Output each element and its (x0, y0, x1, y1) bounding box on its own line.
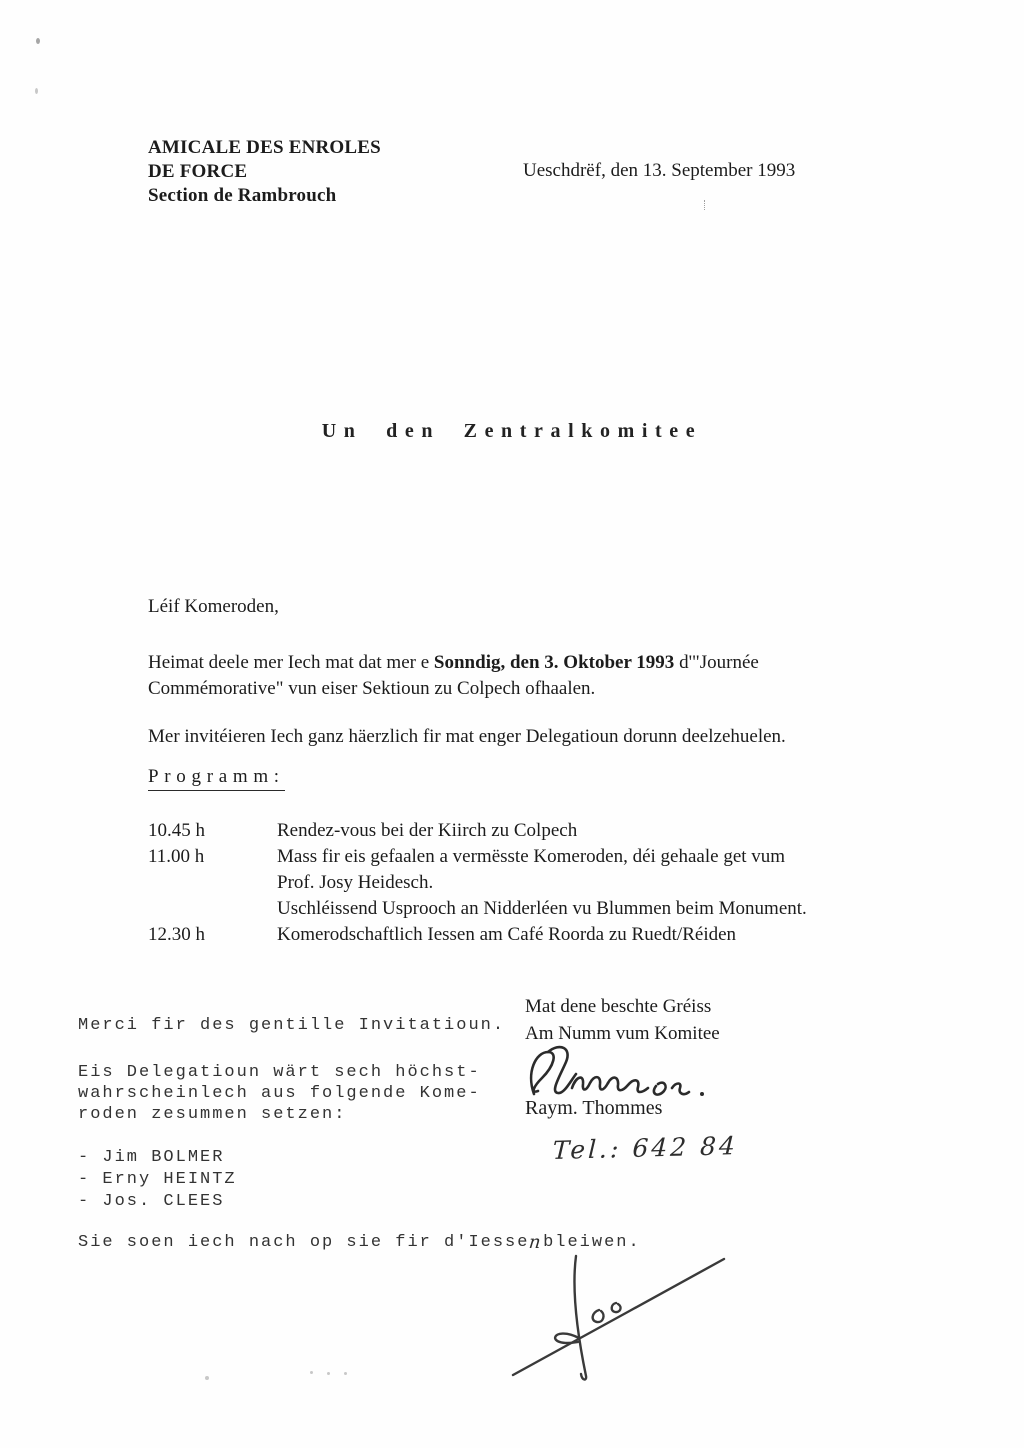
reply-paragraph-line2: wahrscheinlech aus folgende Kome- (78, 1084, 481, 1103)
salutation: Léif Komeroden, (148, 596, 279, 617)
closing-greeting: Mat dene beschte Gréiss (525, 996, 712, 1017)
program-row (148, 896, 948, 922)
program-entry: Prof. Josy Heidesch. (277, 872, 434, 893)
program-time: 11.00 h (148, 846, 205, 867)
sender-org-line1: AMICALE DES ENROLES (148, 137, 381, 158)
letter-title: Un den Zentralkomitee (321, 420, 703, 442)
scan-speck (35, 88, 38, 94)
program-time (148, 870, 277, 896)
scan-speck (327, 1372, 330, 1375)
program-entry: Rendez-vous bei der Kiirch zu Colpech (277, 820, 578, 841)
program-time: 10.45 h (148, 820, 205, 841)
delegate-item: - Erny HEINTZ (78, 1170, 237, 1189)
program-row (148, 844, 948, 870)
dateline: Ueschdrëf, den 13. September 1993 (523, 160, 796, 181)
program-entry: Komerodschaftlich Iessen am Café Roorda zu Ruedt/Réiden (277, 924, 737, 945)
signer-name: Raym. Thommes (525, 1097, 663, 1119)
reply-paragraph-line1: Eis Delegatioun wärt sech höchst- (78, 1063, 481, 1082)
reply-paragraph (78, 1062, 481, 1125)
program-heading-wrap (148, 766, 285, 788)
program-list (148, 818, 948, 948)
paragraph-1-line1 (148, 650, 759, 676)
phone-handwritten: Tel.: 642 84 (552, 1131, 739, 1165)
program-heading: Programm: (148, 766, 285, 791)
program-entry: Uschléissend Usprooch an Nidderléen vu Blummen beim Monument. (277, 898, 807, 919)
scan-speck (344, 1372, 347, 1375)
program-row (148, 818, 948, 844)
scan-speck (205, 1376, 209, 1380)
reply-thanks-line: Merci fir des gentille Invitatioun. (78, 1016, 506, 1035)
paragraph-1-pre: Heimat deele mer Iech mat dat mer e (148, 652, 434, 673)
scan-speck (310, 1371, 313, 1374)
signature-period (700, 1092, 704, 1096)
program-row (148, 870, 948, 896)
reply-closing-pre: Sie soen iech nach op sie fir d'Iesse (78, 1233, 530, 1252)
scan-colon-mark (704, 200, 709, 210)
closing-block (525, 993, 720, 1047)
sender-block (148, 136, 381, 208)
program-entry: Mass fir eis gefaalen a vermësste Komeroden, déi gehaale get vum (277, 846, 786, 867)
reply-closing-post: bleiwen. (543, 1233, 641, 1252)
sender-org-line3: Section de Rambrouch (148, 185, 337, 206)
paragraph-1-line2: Commémorative" vun eiser Sektioun zu Colpech ofhaalen. (148, 678, 596, 699)
program-row (148, 922, 948, 948)
closing-on-behalf: Am Numm vum Komitee (525, 1023, 720, 1044)
paragraph-1 (148, 650, 759, 702)
program-time (148, 896, 277, 922)
scan-speck (36, 38, 40, 44)
delegate-item: - Jim BOLMER (78, 1148, 225, 1167)
paragraph-2: Mer invitéieren Iech ganz häerzlich fir mat enger Delegatioun dorunn deelzehuelen. (148, 726, 786, 747)
program-time: 12.30 h (148, 924, 205, 945)
delegate-item: - Jos. CLEES (78, 1192, 225, 1211)
paragraph-1-post: d'"Journée (674, 652, 759, 673)
sender-org-line2: DE FORCE (148, 161, 248, 182)
handwritten-n-insert: n (528, 1232, 545, 1253)
handwritten-cross-mark-icon (500, 1248, 740, 1388)
reply-paragraph-line3: roden zesummen setzen: (78, 1105, 347, 1124)
paragraph-1-bold-date: Sonndig, den 3. Oktober 1993 (433, 652, 675, 673)
delegate-list (78, 1147, 237, 1213)
